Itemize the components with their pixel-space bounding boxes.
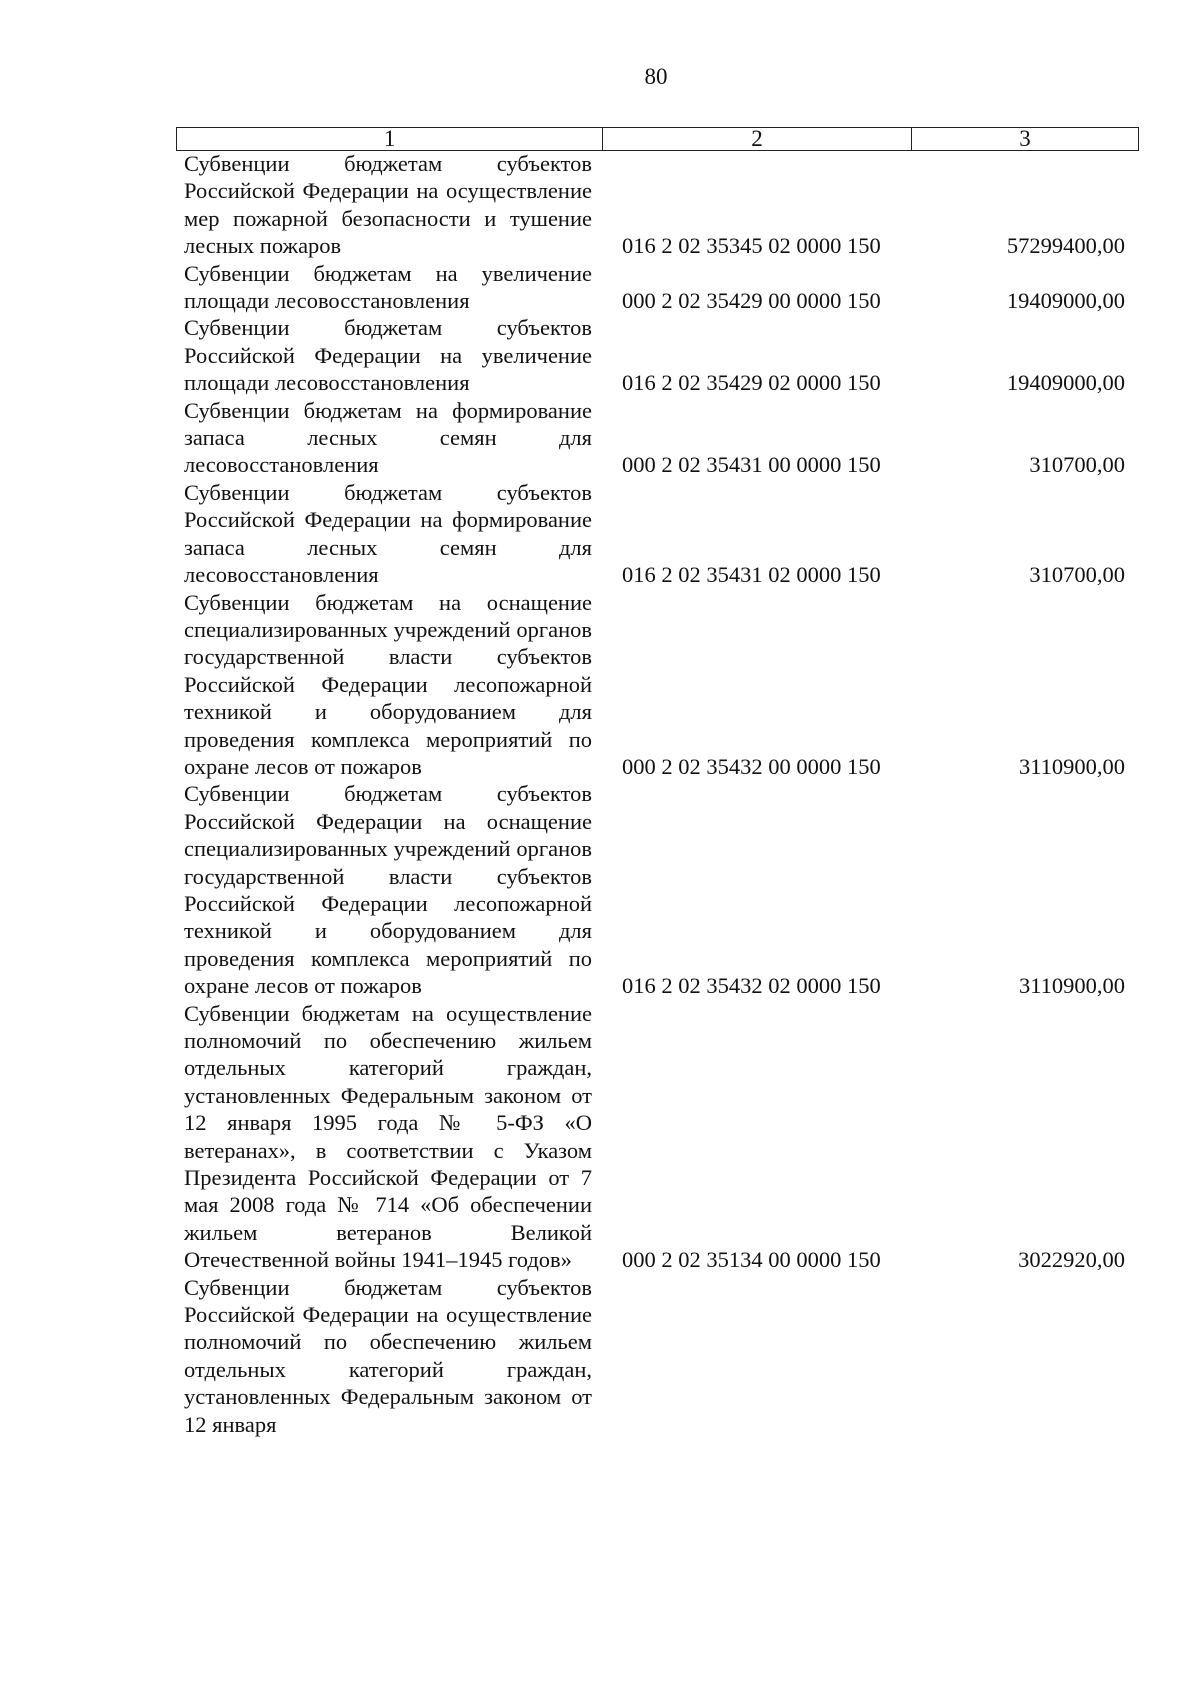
row-description: Субвенции бюджетам субъектов Российской Федерации на оснащение специализированных учреждений органов государственной власти субъектов Российской Федерации лесопожарной техникой и оборудованием для проведения комплекса мероприятий по охране лесов от пожаров <box>184 781 592 999</box>
header-col-2: 2 <box>603 128 912 151</box>
row-description: Субвенции бюджетам на оснащение специализированных учреждений органов государственной власти субъектов Российской Федерации лесопожарной техникой и оборудованием для проведения комплекса мероприятий по охране лесов от пожаров <box>184 589 592 779</box>
table-body <box>184 150 1144 1438</box>
row-code: 016 2 02 35432 02 0000 150 <box>622 973 881 999</box>
table-row <box>184 314 1144 396</box>
row-code: 016 2 02 35431 02 0000 150 <box>622 562 881 588</box>
row-code: 000 2 02 35432 00 0000 150 <box>622 753 881 779</box>
table-row <box>184 780 1144 999</box>
row-amount: 310700,00 <box>1029 562 1125 588</box>
row-description: Субвенции бюджетам субъектов Российской Федерации на осуществление полномочий по обеспечению жильем отдельных категорий граждан, установленных Федеральным законом от 12 января <box>184 1274 592 1437</box>
table-row <box>184 1000 1144 1274</box>
row-description: Субвенции бюджетам на увеличение площади лесовосстановления <box>184 260 592 314</box>
row-amount: 19409000,00 <box>1006 288 1125 314</box>
row-amount: 3022920,00 <box>1018 1247 1125 1273</box>
row-amount: 310700,00 <box>1029 452 1125 478</box>
row-amount: 57299400,00 <box>1006 233 1125 259</box>
table-row <box>184 260 1144 315</box>
row-amount: 19409000,00 <box>1006 370 1125 396</box>
table-row <box>184 589 1144 781</box>
page-number: 80 <box>644 64 668 89</box>
row-code: 000 2 02 35429 00 0000 150 <box>622 288 881 314</box>
row-description: Субвенции бюджетам субъектов Российской Федерации на увеличение площади лесовосстановления <box>184 315 592 396</box>
header-col-3: 3 <box>911 128 1138 151</box>
table-header <box>176 127 1139 151</box>
row-amount: 3110900,00 <box>1018 973 1125 999</box>
table-row <box>184 479 1144 589</box>
table-row <box>184 150 1144 260</box>
header-col-1: 1 <box>177 128 603 151</box>
row-code: 000 2 02 35431 00 0000 150 <box>622 452 881 478</box>
row-description: Субвенции бюджетам субъектов Российской Федерации на формирование запаса лесных семян для лесовосстановления <box>184 479 592 588</box>
table-row <box>184 397 1144 479</box>
table-row <box>184 1274 1144 1438</box>
row-description: Субвенции бюджетам субъектов Российской Федерации на осуществление мер пожарной безопасности и тушение лесных пожаров <box>184 151 592 259</box>
row-code: 016 2 02 35429 02 0000 150 <box>622 370 881 396</box>
row-code: 016 2 02 35345 02 0000 150 <box>622 233 881 259</box>
row-description: Субвенции бюджетам на осуществление полномочий по обеспечению жильем отдельных категорий граждан, установленных Федеральным законом от 12 января 1995 года № 5-ФЗ «О ветеранах», в соответствии с Указом Президента Российской Федерации от 7 мая 2008 года № 714 «Об обеспечении жильем ветеранов Великой Отечественной войны 1941–1945 годов» <box>184 1000 592 1273</box>
row-code: 000 2 02 35134 00 0000 150 <box>622 1247 881 1273</box>
row-amount: 3110900,00 <box>1018 753 1125 779</box>
row-description: Субвенции бюджетам на формирование запаса лесных семян для лесовосстановления <box>184 397 592 478</box>
